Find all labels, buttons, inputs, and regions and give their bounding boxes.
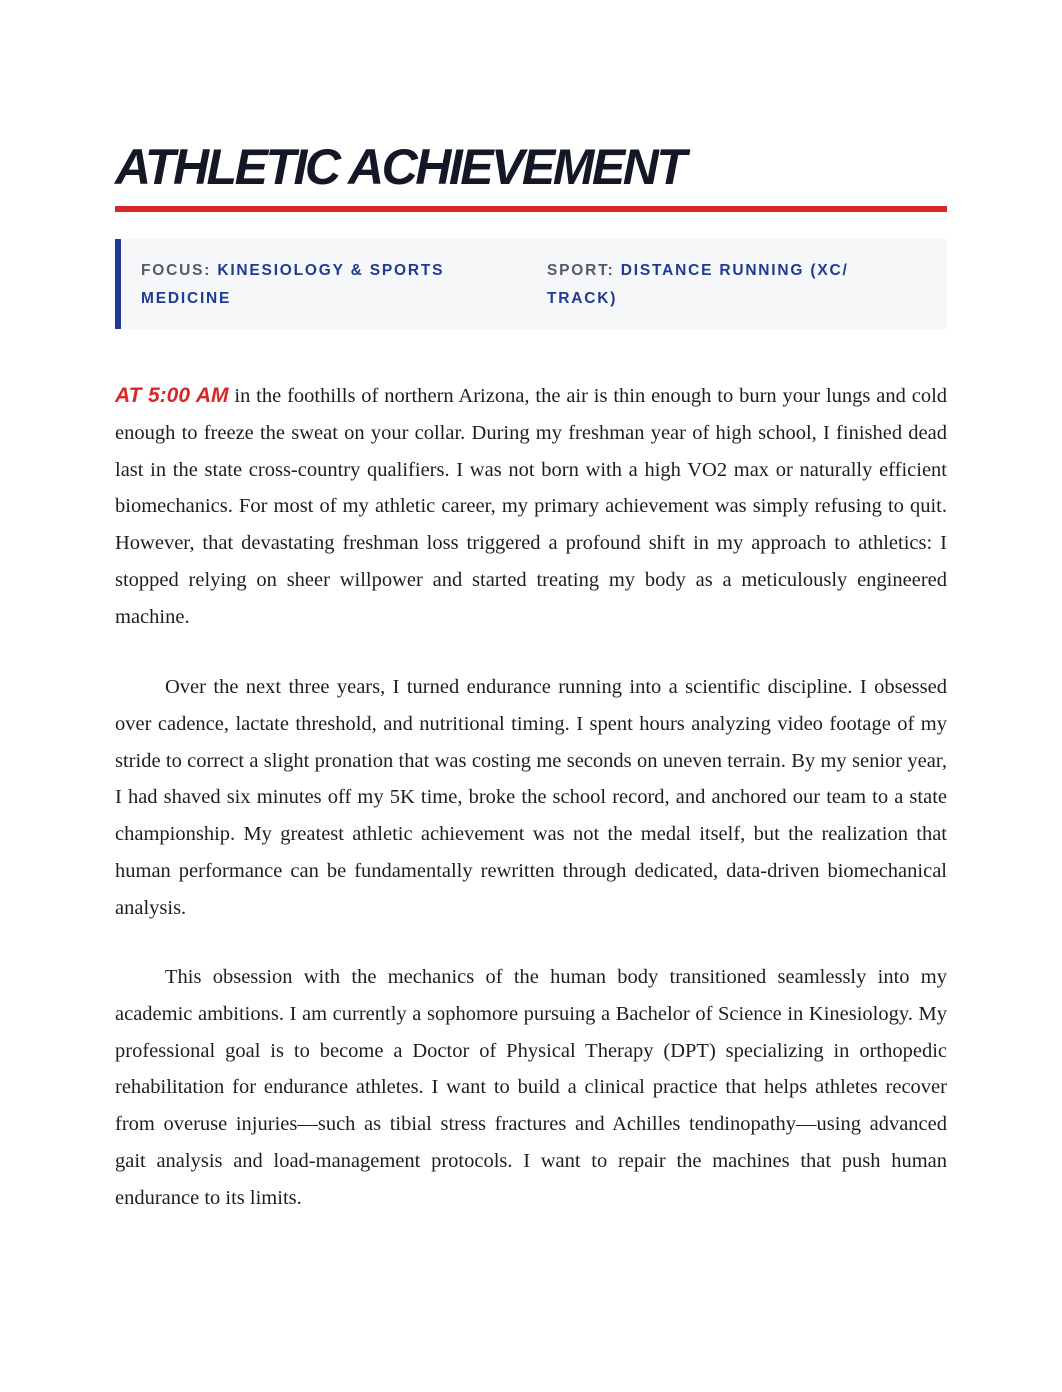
page-title: ATHLETIC ACHIEVEMENT (115, 139, 685, 195)
focus-field (141, 257, 501, 313)
focus-label: FOCUS: (141, 262, 212, 279)
title-underline-rule (115, 206, 947, 212)
sport-value: DISTANCE RUNNING (XC/ TRACK) (547, 262, 849, 307)
paragraph-1-text: in the foothills of northern Arizona, the air is thin enough to burn your lungs and cold enough to freeze the sweat on your collar. During my freshman year of high school, I finished dead last in the state cross-country qualifiers. I was not born with a high VO2 max or naturally efficient biomechanics. For most of my athletic career, my primary achievement was simply refusing to quit. However, that devastating freshman loss triggered a profound shift in my approach to athletics: I stopped relying on sheer willpower and started treating my body as a meticulously engineered machine. (115, 385, 948, 628)
lead-in-text: AT 5:00 AM (115, 384, 229, 407)
sport-label: SPORT: (547, 262, 615, 279)
essay-paragraph-3: This obsession with the mechanics of the human body transitioned seamlessly into my academic ambitions. I am currently a sophomore pursuing a Bachelor of Science in Kinesiology. My professional goal is to become a Doctor of Physical Therapy (DPT) specializing in orthopedic rehabilitation for endurance athletes. I want to build a clinical practice that helps athletes recover from overuse injuries—such as tibial stress fractures and Achilles tendinopathy—using advanced gait analysis and load-management protocols. I want to repair the machines that push human endurance to its limits. (115, 966, 947, 1209)
essay-paragraph-2: Over the next three years, I turned endurance running into a scientific discipline. I obsessed over cadence, lactate threshold, and nutritional timing. I spent hours analyzing video footage of my stride to correct a slight pronation that was costing me seconds on uneven terrain. By my senior year, I had shaved six minutes off my 5K time, broke the school record, and anchored our team to a state championship. My greatest athletic achievement was not the medal itself, but the realization that human performance can be fundamentally rewritten through dedicated, data-driven biomechanical analysis. (115, 676, 947, 919)
sport-field (547, 257, 907, 313)
focus-value: KINESIOLOGY & SPORTS MEDICINE (141, 262, 445, 307)
essay-paragraph-1 (115, 378, 947, 636)
profile-meta-box (115, 239, 947, 329)
